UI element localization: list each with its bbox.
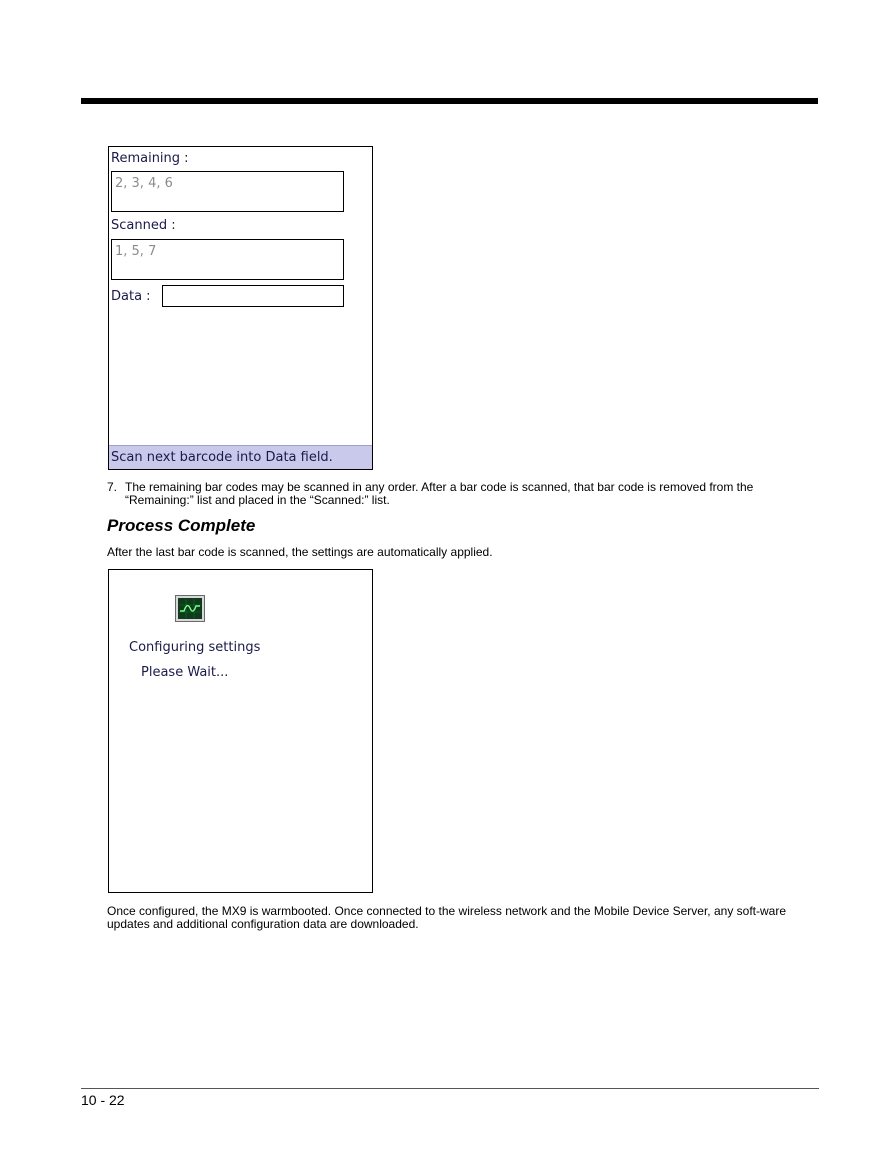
page-number: 10 - 22 bbox=[81, 1092, 125, 1108]
header-rule bbox=[81, 98, 818, 104]
remaining-value: 2, 3, 4, 6 bbox=[115, 176, 173, 191]
footer-rule bbox=[81, 1088, 819, 1089]
scanned-value: 1, 5, 7 bbox=[115, 244, 157, 259]
please-wait-text: Please Wait... bbox=[141, 665, 229, 680]
step-text: The remaining bar codes may be scanned in any order. After a bar code is scanned, that bar code is removed from the “Remaining:” list and placed in the “Scanned:” list. bbox=[125, 480, 754, 507]
monitor-waveform-icon bbox=[175, 595, 205, 622]
section-heading: Process Complete bbox=[107, 516, 256, 535]
closing-paragraph: Once configured, the MX9 is warmbooted. Once connected to the wireless network and the Mobile Device Server, any soft-ware updates and additional configuration data are downloaded. bbox=[107, 904, 787, 931]
step-7 bbox=[107, 481, 822, 507]
status-bar: Scan next barcode into Data field. bbox=[109, 445, 372, 469]
scanned-list[interactable] bbox=[111, 239, 344, 280]
scan-screen bbox=[108, 146, 373, 470]
configuring-screen bbox=[108, 569, 373, 893]
data-field[interactable] bbox=[162, 285, 344, 307]
intro-paragraph: After the last bar code is scanned, the settings are automatically applied. bbox=[107, 545, 493, 559]
configuring-text: Configuring settings bbox=[129, 640, 261, 655]
data-label: Data : bbox=[111, 289, 151, 304]
step-number: 7. bbox=[107, 480, 118, 494]
remaining-list[interactable] bbox=[111, 171, 344, 212]
scanned-label: Scanned : bbox=[111, 218, 176, 233]
remaining-label: Remaining : bbox=[111, 151, 189, 166]
